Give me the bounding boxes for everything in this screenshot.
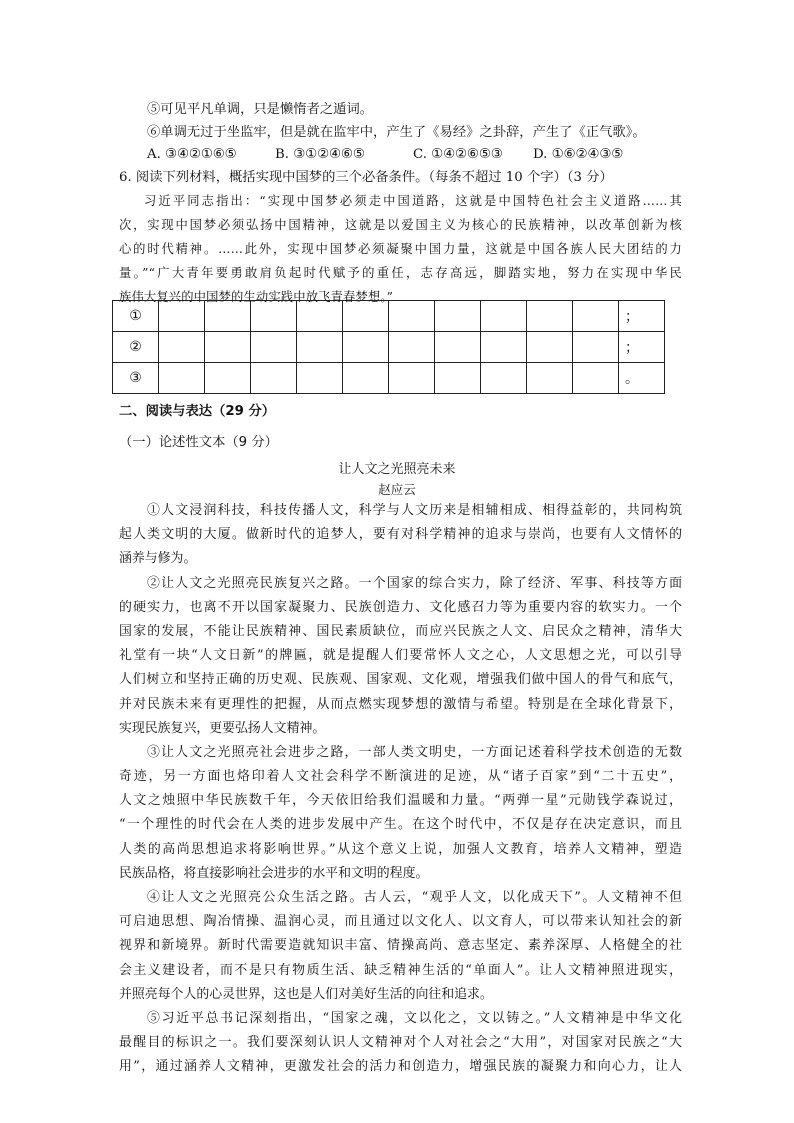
material-line: 族伟大复兴的中国梦的生动实践中放飞青春梦想。” bbox=[119, 290, 394, 304]
answer-cell[interactable] bbox=[159, 301, 205, 332]
answer-cell[interactable] bbox=[343, 301, 389, 332]
article-line: 起人类文明的大厦。做新时代的追梦人，要有对科学精神的追求与崇尚，也要有人文情怀的 bbox=[119, 527, 682, 543]
article-line: 人文之烛照中华民族数千年，今天依旧给我们温暖和力量。“两弹一星”元勋钱学森说过， bbox=[119, 793, 682, 809]
article-line: 民族品格，将直接影响社会进步的水平和文明的程度。 bbox=[119, 865, 429, 881]
answer-cell[interactable] bbox=[159, 332, 205, 363]
article-line: ①人文浸润科技，科技传播人文，科学与人文历来是相辅相成、相得益彰的，共同构筑 bbox=[147, 503, 682, 518]
answer-cell[interactable] bbox=[251, 332, 297, 363]
answer-cell[interactable] bbox=[297, 332, 343, 363]
answer-row-end: ； bbox=[619, 332, 665, 363]
answer-cell[interactable] bbox=[297, 363, 343, 394]
answer-row bbox=[113, 301, 665, 332]
question-6-material bbox=[119, 195, 682, 315]
answer-cell[interactable] bbox=[205, 363, 251, 394]
article-line: 可启迪思想、陶冶情操、温润心灵，而且通过以文化人、以文育人，可以带来认知社会的新 bbox=[119, 914, 682, 930]
answer-cell[interactable] bbox=[205, 301, 251, 332]
answer-cell[interactable] bbox=[205, 332, 251, 363]
answer-cell[interactable] bbox=[573, 301, 619, 332]
article-line: 用”，通过涵养人文精神，更激发社会的活力和创造力，增强民族的凝聚力和向心力，让人 bbox=[119, 1059, 682, 1075]
answer-cell[interactable] bbox=[481, 301, 527, 332]
choice-d[interactable]: D. ①⑥②④③⑤ bbox=[533, 147, 624, 162]
article-line: 国家的发展，不能让民族精神、国民素质缺位，而应兴民族之人文、启民众之精神，清华大 bbox=[119, 623, 682, 639]
answer-cell[interactable] bbox=[251, 301, 297, 332]
material-line: 量。”“广大青年要勇敢肩负起时代赋予的重任，志存高远，脚踏实地，努力在实现中华民 bbox=[119, 266, 682, 280]
article-line: 涵养与修为。 bbox=[119, 551, 197, 567]
answer-cell[interactable] bbox=[159, 363, 205, 394]
answer-cell[interactable] bbox=[435, 332, 481, 363]
answer-cell[interactable] bbox=[481, 363, 527, 394]
answer-cell[interactable] bbox=[389, 332, 435, 363]
answer-cell[interactable] bbox=[435, 363, 481, 394]
article-line: ③让人文之光照亮社会进步之路，一部人类文明史，一方面记述着科学技术创造的无数 bbox=[147, 744, 682, 760]
answer-cell[interactable] bbox=[343, 363, 389, 394]
answer-cell[interactable] bbox=[527, 363, 573, 394]
article-line: 并对民族未来有更理性的把握，从而点燃实现梦想的激情与希望。特别是在全球化背景下， bbox=[119, 696, 682, 712]
section-heading: 二、阅读与表达（29 分） bbox=[119, 404, 276, 419]
material-line: 心的时代精神。……此外，实现中国梦必须凝聚中国力量，这就是中国各族人民大团结的力 bbox=[119, 242, 682, 256]
answer-cell[interactable] bbox=[297, 301, 343, 332]
article-body bbox=[119, 505, 682, 1086]
article-line: ②让人文之光照亮民族复兴之路。一个国家的综合实力，除了经济、军事、科技等方面 bbox=[147, 575, 682, 591]
article-line: ④让人文之光照亮公众生活之路。古人云，“观乎人文，以化成天下”。人文精神不但 bbox=[147, 890, 682, 905]
answer-row bbox=[113, 363, 665, 394]
answer-cell[interactable] bbox=[343, 332, 389, 363]
answer-row-label: ③ bbox=[113, 363, 159, 394]
answer-row bbox=[113, 332, 665, 363]
article-line: 会主义建设者，而不是只有物质生活、缺乏精神生活的“单面人”。让人文精神照进现实， bbox=[119, 962, 682, 978]
article-title: 让人文之光照亮未来 bbox=[338, 462, 456, 477]
article-author: 赵应云 bbox=[378, 482, 416, 497]
answer-grid bbox=[112, 300, 665, 394]
article-line: 的硬实力，也离不开以国家凝聚力、民族创造力、文化感召力等为重要内容的软实力。一个 bbox=[119, 599, 682, 615]
answer-row-label: ① bbox=[113, 301, 159, 332]
article-line: 视界和新境界。新时代需要造就知识丰富、情操高尚、意志坚定、素养深厚、人格健全的社 bbox=[119, 938, 682, 954]
material-line: 次，实现中国梦必须弘扬中国精神，这就是以爱国主义为核心的民族精神，以改革创新为核 bbox=[119, 218, 682, 232]
answer-cell[interactable] bbox=[481, 332, 527, 363]
option-5: ⑤可见平凡单调，只是懒惰者之遁词。 bbox=[147, 102, 374, 117]
article-line: 奇迹，另一方面也烙印着人文社会科学不断演进的足迹，从“诸子百家”到“二十五史”， bbox=[119, 769, 682, 785]
article-line: 礼堂有一块“人文日新”的牌匾，就是提醒人们要常怀人文之心，人文思想之光，可以引导 bbox=[119, 648, 682, 664]
article-line: 人类的高尚思想追求将影响世界。”从这个意义上说，加强人文教育，培养人文精神，塑造 bbox=[119, 841, 682, 857]
answer-cell[interactable] bbox=[573, 363, 619, 394]
article-line: 最醒目的标识之一。我们要深刻认识人文精神对个人对社会之“大用”，对国家对民族之“大 bbox=[119, 1035, 682, 1051]
answer-cell[interactable] bbox=[527, 301, 573, 332]
section-subheading: （一）论述性文本（9 分） bbox=[119, 435, 278, 450]
article-line: 人们树立和坚持正确的历史观、民族观、国家观、文化观，增强我们做中国人的骨气和底气， bbox=[119, 672, 682, 688]
answer-cell[interactable] bbox=[251, 363, 297, 394]
article-line: 实现民族复兴，更要弘扬人文精神。 bbox=[119, 720, 326, 736]
choice-b[interactable]: B. ③①②④⑥⑤ bbox=[275, 147, 365, 162]
answer-cell[interactable] bbox=[527, 332, 573, 363]
article-line: “一个理性的时代会在人类的进步发展中产生。在这个时代中，不仅是存在决定意识，而且 bbox=[119, 817, 682, 833]
choice-a[interactable]: A. ③④②①⑥⑤ bbox=[147, 147, 237, 162]
answer-cell[interactable] bbox=[389, 301, 435, 332]
material-line: 习近平同志指出：“实现中国梦必须走中国道路，这就是中国特色社会主义道路……其 bbox=[144, 194, 682, 208]
answer-cell[interactable] bbox=[573, 332, 619, 363]
answer-row-end: 。 bbox=[619, 363, 665, 394]
option-6: ⑥单调无过于坐监牢，但是就在监牢中，产生了《易经》之卦辞，产生了《正气歌》。 bbox=[147, 125, 646, 140]
answer-cell[interactable] bbox=[435, 301, 481, 332]
article-line: 并照亮每个人的心灵世界，这也是人们对美好生活的向往和追求。 bbox=[119, 986, 493, 1002]
article-line: ⑤习近平总书记深刻指出，“国家之魂，文以化之，文以铸之。”人文精神是中华文化 bbox=[147, 1010, 682, 1026]
answer-row-label: ② bbox=[113, 332, 159, 363]
answer-cell[interactable] bbox=[389, 363, 435, 394]
question-6-prompt: 6. 阅读下列材料，概括实现中国梦的三个必备条件。（每条不超过 10 个字）（3 分） bbox=[119, 170, 613, 185]
answer-row-end: ； bbox=[619, 301, 665, 332]
choice-c[interactable]: C. ①④②⑥⑤③ bbox=[413, 147, 503, 162]
